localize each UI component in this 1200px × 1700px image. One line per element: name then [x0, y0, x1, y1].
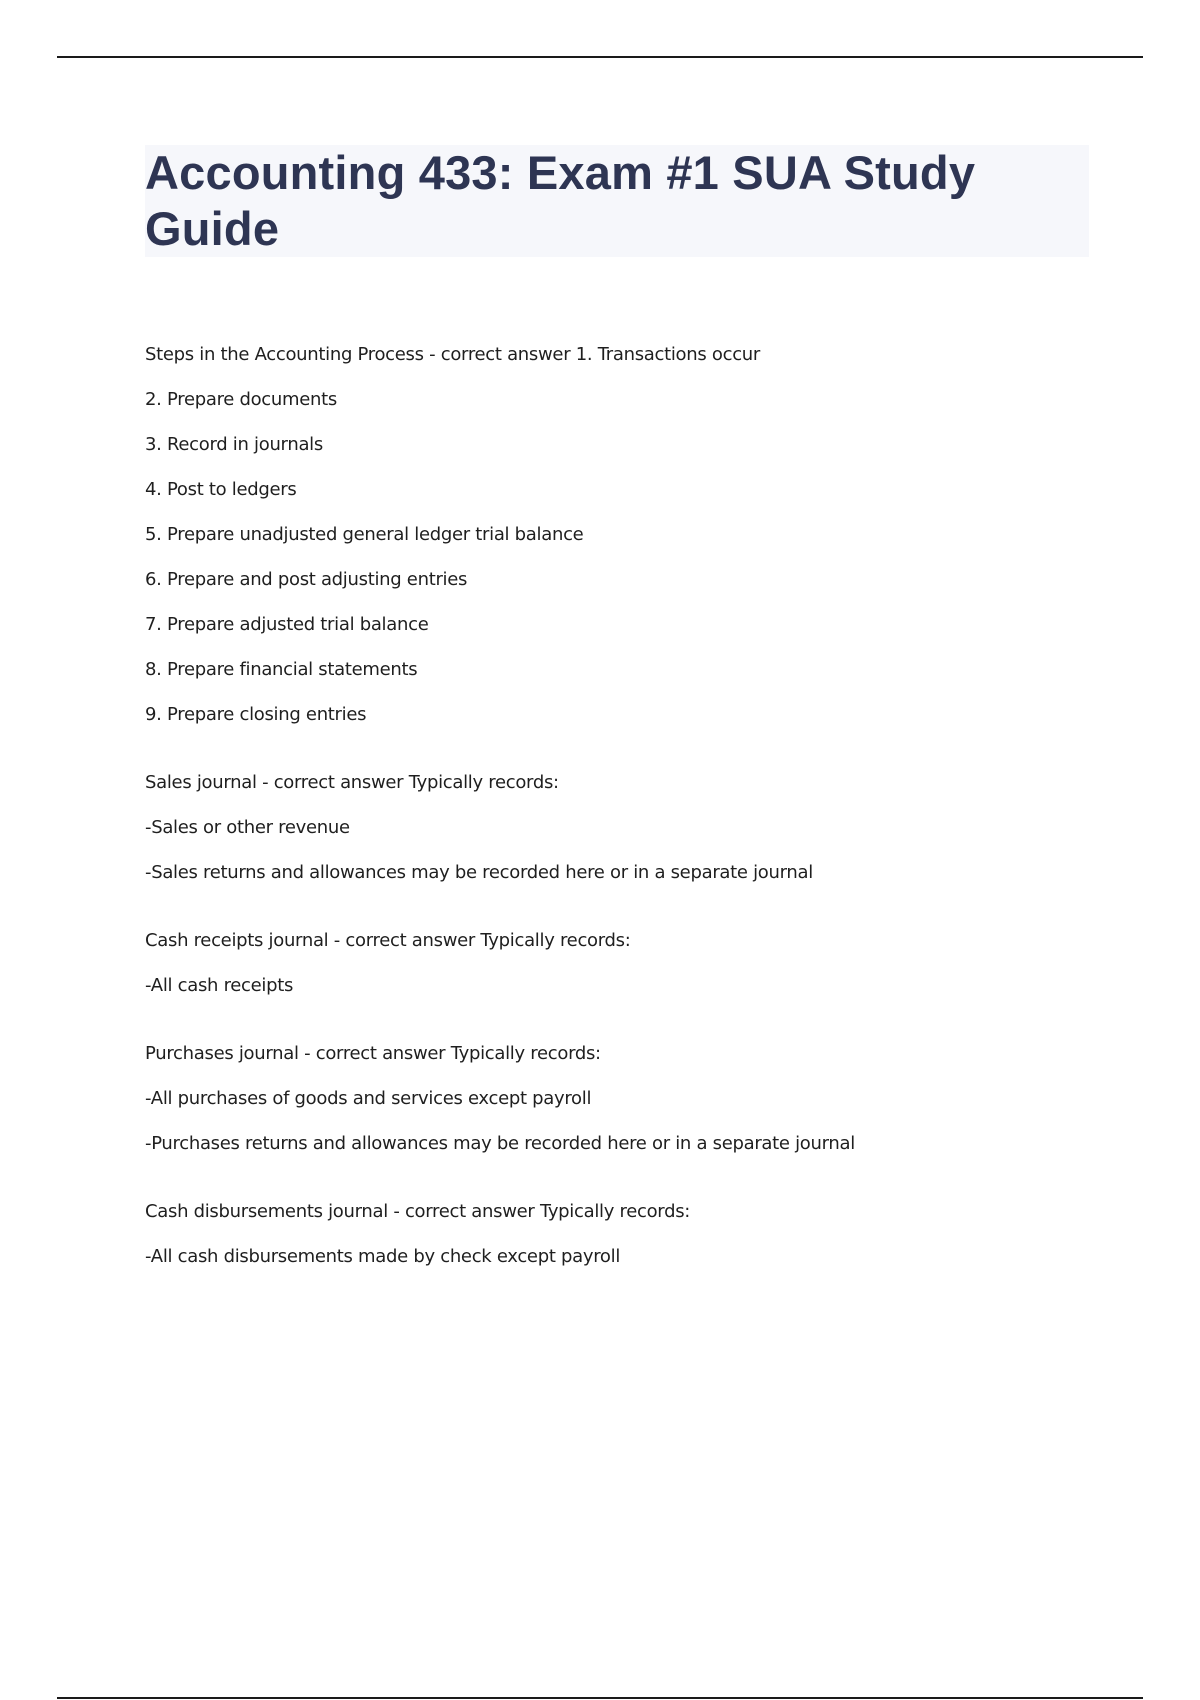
- page-title: Accounting 433: Exam #1 SUA Study Guide: [145, 146, 976, 255]
- qa-line: Purchases journal - correct answer Typically records:: [145, 1043, 601, 1064]
- bottom-divider: [57, 1697, 1143, 1699]
- qa-line: -All purchases of goods and services except payroll: [145, 1088, 592, 1109]
- qa-line: 2. Prepare documents: [145, 389, 337, 410]
- qa-line: -Sales or other revenue: [145, 817, 350, 838]
- qa-line: Cash receipts journal - correct answer Typically records:: [145, 930, 631, 951]
- top-divider: [57, 56, 1143, 58]
- qa-entry-cash-disbursements-journal: [145, 1201, 1105, 1268]
- qa-line: -Sales returns and allowances may be recorded here or in a separate journal: [145, 862, 813, 883]
- study-guide-content: [145, 344, 1105, 1314]
- qa-line: -All cash receipts: [145, 975, 294, 996]
- title-banner: [145, 145, 1089, 257]
- qa-line: 9. Prepare closing entries: [145, 704, 367, 725]
- qa-line: -All cash disbursements made by check except payroll: [145, 1246, 621, 1267]
- qa-entry-sales-journal: [145, 772, 1105, 884]
- qa-entry-purchases-journal: [145, 1043, 1105, 1155]
- qa-line: 4. Post to ledgers: [145, 479, 297, 500]
- qa-entry-accounting-process: [145, 344, 1105, 726]
- qa-line: 8. Prepare financial statements: [145, 659, 418, 680]
- qa-line: Sales journal - correct answer Typically records:: [145, 772, 559, 793]
- qa-entry-cash-receipts-journal: [145, 930, 1105, 997]
- qa-line: 3. Record in journals: [145, 434, 323, 455]
- qa-line: 7. Prepare adjusted trial balance: [145, 614, 429, 635]
- qa-line: -Purchases returns and allowances may be recorded here or in a separate journal: [145, 1133, 855, 1154]
- qa-line: 5. Prepare unadjusted general ledger trial balance: [145, 524, 584, 545]
- qa-line: Steps in the Accounting Process - correct answer 1. Transactions occur: [145, 344, 760, 365]
- qa-line: 6. Prepare and post adjusting entries: [145, 569, 468, 590]
- qa-line: Cash disbursements journal - correct answer Typically records:: [145, 1201, 691, 1222]
